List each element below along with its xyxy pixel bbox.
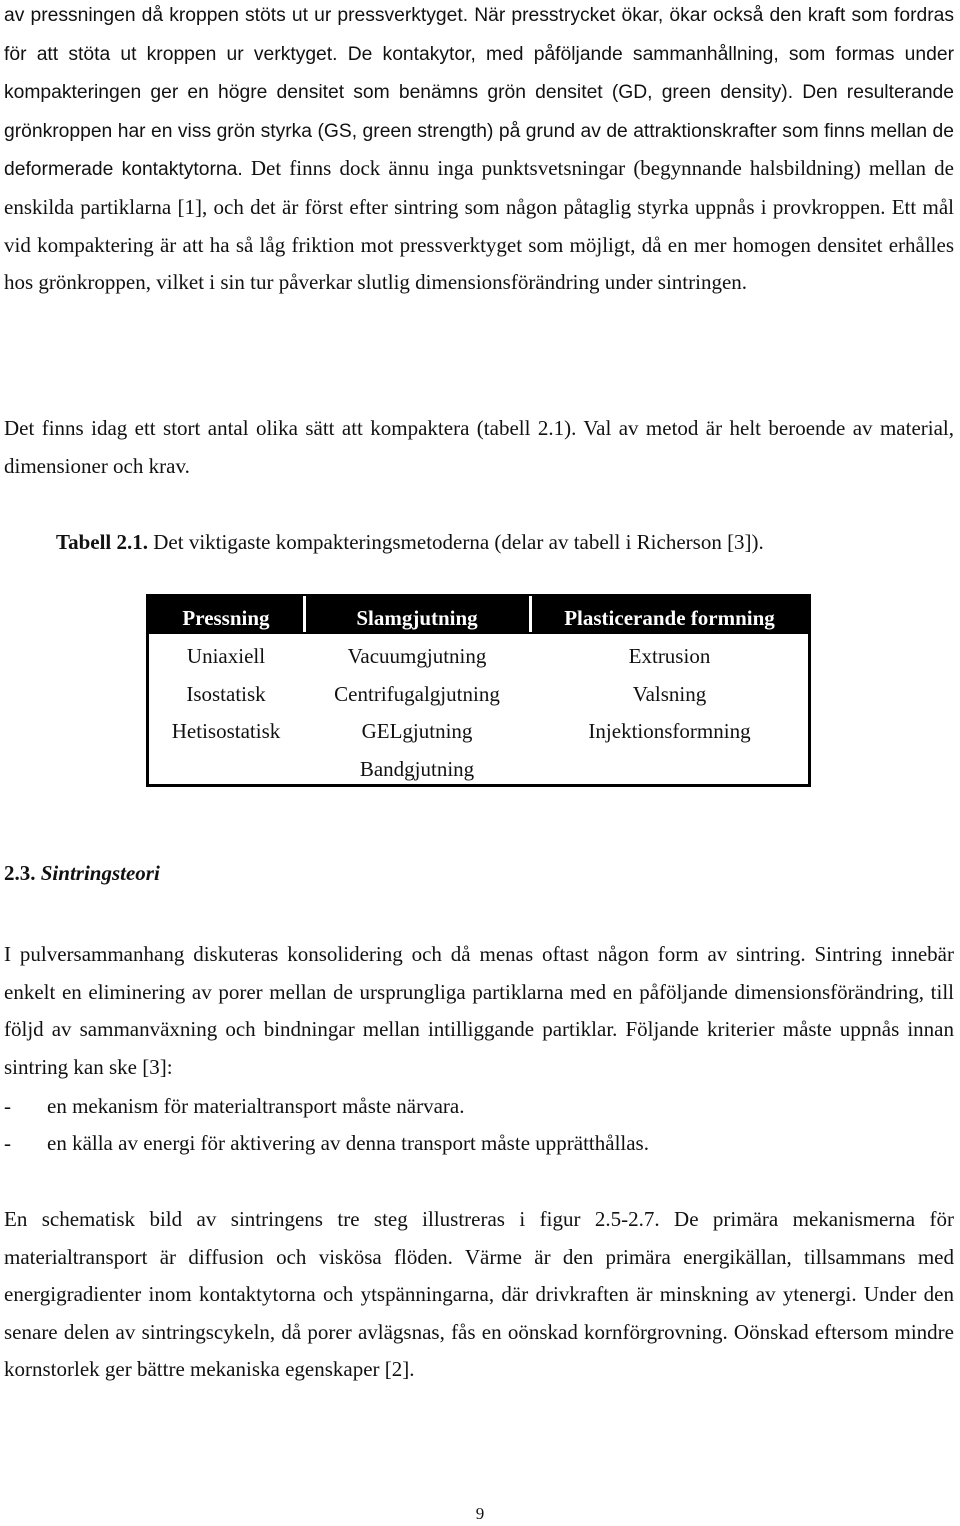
table-cell: Hetisostatisk: [171, 719, 281, 743]
list-item-text: en källa av energi för aktivering av denna transport måste upprätthållas.: [47, 1131, 649, 1155]
paragraph-schematic: En schematisk bild av sintringens tre steg illustreras i figur 2.5-2.7. De primära mekanismerna för materialtransport är diffusion och viskösa flöden. Värme är den primära energikällan, tillsammans med energigradienter inom kontaktytorna och ytspänningarna, där drivkraften är minskning av ytenergi. Under den senare delen av sintringscykeln, då porer avlägsnas, fås en oönskad kornförgrovning. Oönskad eftersom mindre kornstorlek ger bättre mekaniska egenskaper [2].: [4, 1207, 954, 1382]
paragraph-compaction-sans-text: av pressningen då kroppen stöts ut ur pressverktyget. När presstrycket ökar, ökar också den kraft som fordras för att stöta ut kroppen ur verktyget. De kontakytor, med påföljande sammanhållning, som formas under kompakteringen ger en högre densitet som benämns grön densitet (GD, green density). Den resulterande grönkroppen har en viss grön styrka (GS, green strength) på grund av de attraktionskrafter som finns mellan de deformerade kontaktytorna.: [4, 5, 954, 181]
list-dash: -: [4, 1094, 11, 1118]
table-cell: Extrusion: [628, 644, 711, 668]
table-caption-label: Tabell 2.1.: [56, 530, 148, 554]
paragraph-methods: Det finns idag ett stort antal olika sätt att kompaktera (tabell 2.1). Val av metod är helt beroende av material, dimensioner och krav.: [4, 416, 954, 478]
table-header-plasticerande-formning: Plasticerande formning: [564, 606, 775, 630]
table-cell: Injektionsformning: [588, 719, 751, 743]
page-number: 9: [475, 1504, 485, 1523]
table-cell: Bandgjutning: [359, 757, 475, 781]
table-cell: Isostatisk: [186, 682, 266, 706]
table-cell: Uniaxiell: [186, 644, 266, 668]
paragraph-compaction-serif-text: Det finns dock ännu inga punktsvetsningar (begynnande halsbildning) mellan de enskilda partiklarna [1], och det är först efter sintring som någon påtaglig styrka uppnås i provkroppen. Ett mål vid kompaktering är att ha så låg friktion mot pressverktyget som möjligt, då en mer homogen densitet erhålles hos grönkroppen, vilket i sin tur påverkar slutlig dimensionsförändring under sintringen.: [4, 156, 954, 295]
section-title: Sintringsteori: [40, 861, 160, 885]
table-cell: Valsning: [632, 682, 707, 706]
section-number: 2.3.: [4, 861, 36, 885]
table-cell: Vacuumgjutning: [347, 644, 487, 668]
table-caption-text: Det viktigaste kompakteringsmetoderna (delar av tabell i Richerson [3]).: [153, 530, 764, 554]
list-dash: -: [4, 1131, 11, 1155]
section-heading: [4, 856, 160, 890]
paragraph-sintering: I pulversammanhang diskuteras konsolidering och då menas oftast någon form av sintring. Sintring innebär enkelt en eliminering av porer mellan de ursprungliga partiklarna med en påföljande dimensionsförändring, till följd av sammanväxning och bindningar mellan intilliggande partiklar. Följande kriterier måste uppnås innan sintring kan ske [3]:: [4, 942, 954, 1079]
paragraph-compaction: [4, 0, 954, 302]
table-cell: GELgjutning: [361, 719, 473, 743]
table-header-pressning: Pressning: [182, 606, 270, 630]
table-header-slamgjutning: Slamgjutning: [356, 606, 478, 630]
list-item-text: en mekanism för materialtransport måste närvara.: [47, 1094, 465, 1118]
criteria-list-item: [4, 1125, 649, 1162]
table-caption: [56, 524, 764, 561]
table-cell: Centrifugalgjutning: [334, 682, 500, 706]
criteria-list-item: [4, 1088, 465, 1125]
